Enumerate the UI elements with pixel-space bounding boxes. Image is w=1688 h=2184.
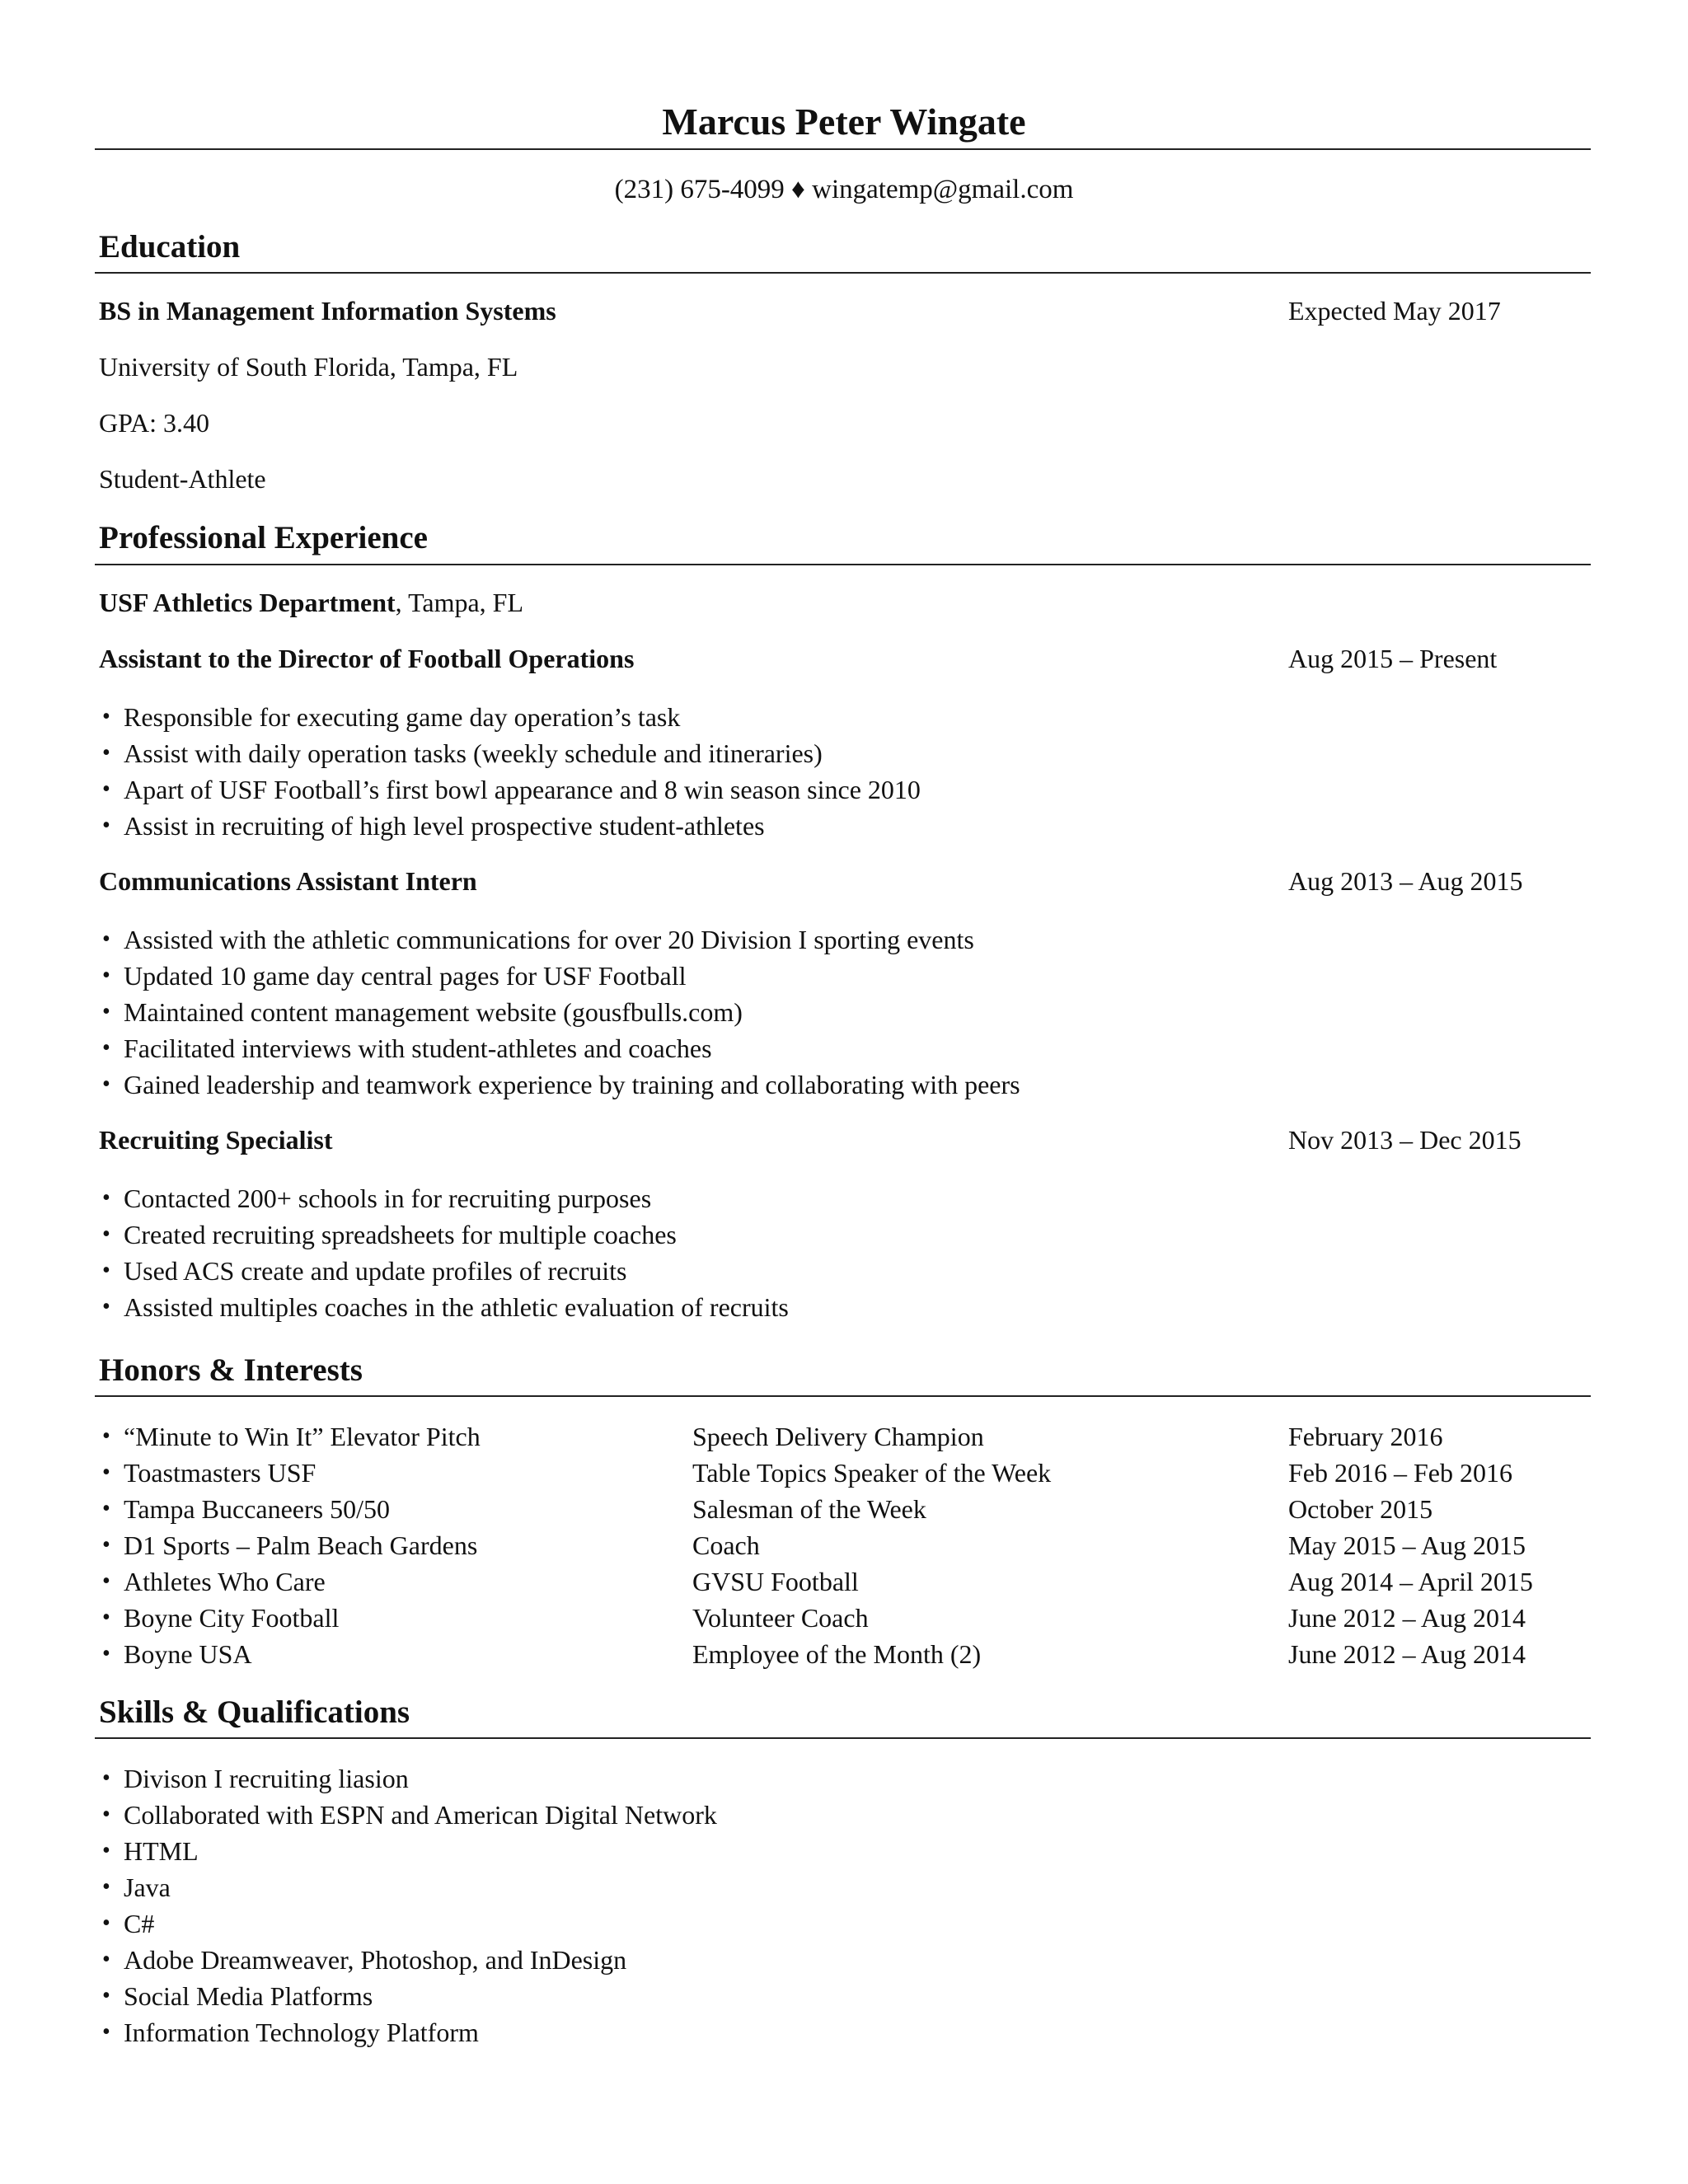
list-item: Maintained content management website (gousfbulls.com): [124, 997, 743, 1027]
skills-divider: [95, 1737, 1591, 1739]
bullet-icon: •: [102, 1874, 110, 1900]
bullet-icon: •: [102, 740, 110, 766]
list-item: Assisted multiples coaches in the athletic evaluation of recruits: [124, 1292, 789, 1322]
skills-heading: Skills & Qualifications: [99, 1694, 410, 1730]
bullet-icon: •: [102, 1910, 110, 1936]
experience-heading: Professional Experience: [99, 520, 428, 555]
list-item: Assisted with the athletic communications for over 20 Division I sporting events: [124, 925, 974, 954]
honor-date: February 2016: [1288, 1422, 1443, 1451]
bullet-icon: •: [102, 2019, 110, 2045]
bullet-icon: •: [102, 704, 110, 729]
honor-organization: D1 Sports – Palm Beach Gardens: [124, 1530, 478, 1560]
honor-date: October 2015: [1288, 1494, 1433, 1524]
list-item: Created recruiting spreadsheets for multiple coaches: [124, 1220, 677, 1249]
experience-organization: [99, 586, 523, 619]
honor-organization: Tampa Buccaneers 50/50: [124, 1494, 390, 1524]
bullet-icon: •: [102, 1071, 110, 1097]
list-item: Java: [124, 1872, 171, 1902]
honor-organization: Athletes Who Care: [124, 1567, 326, 1596]
bullet-icon: •: [102, 1258, 110, 1283]
bullet-icon: •: [102, 1221, 110, 1247]
bullet-icon: •: [102, 1532, 110, 1558]
list-item: HTML: [124, 1836, 199, 1866]
honor-role: Salesman of the Week: [692, 1494, 926, 1524]
job-title: Communications Assistant Intern: [99, 866, 477, 896]
honors-heading: Honors & Interests: [99, 1352, 363, 1388]
honor-organization: Boyne USA: [124, 1639, 252, 1669]
list-item: Divison I recruiting liasion: [124, 1764, 409, 1793]
job-date: Aug 2013 – Aug 2015: [1288, 866, 1523, 896]
bullet-icon: •: [102, 963, 110, 988]
bullet-icon: •: [102, 1605, 110, 1630]
job-date: Aug 2015 – Present: [1288, 644, 1498, 673]
bullet-icon: •: [102, 1460, 110, 1485]
education-school: University of South Florida, Tampa, FL: [99, 352, 518, 382]
education-degree: BS in Management Information Systems: [99, 296, 556, 326]
bullet-icon: •: [102, 1568, 110, 1594]
bullet-icon: •: [102, 1294, 110, 1319]
bullet-icon: •: [102, 999, 110, 1024]
bullet-icon: •: [102, 1641, 110, 1666]
organization-name: USF Athletics Department: [99, 588, 396, 617]
bullet-icon: •: [102, 1496, 110, 1521]
list-item: Apart of USF Football’s first bowl appearance and 8 win season since 2010: [124, 775, 921, 804]
list-item: Social Media Platforms: [124, 1981, 373, 2011]
education-note: Student-Athlete: [99, 464, 266, 494]
list-item: C#: [124, 1909, 155, 1938]
list-item: Assist in recruiting of high level prospective student-athletes: [124, 811, 765, 841]
list-item: Gained leadership and teamwork experience by training and collaborating with peers: [124, 1070, 1020, 1099]
honor-organization: Toastmasters USF: [124, 1458, 316, 1488]
list-item: Information Technology Platform: [124, 2018, 479, 2047]
bullet-icon: •: [102, 1035, 110, 1061]
bullet-icon: •: [102, 1765, 110, 1791]
honor-role: Volunteer Coach: [692, 1603, 869, 1633]
bullet-icon: •: [102, 1185, 110, 1211]
list-item: Facilitated interviews with student-athletes and coaches: [124, 1033, 712, 1063]
honor-role: Coach: [692, 1530, 760, 1560]
honor-date: June 2012 – Aug 2014: [1288, 1639, 1526, 1669]
list-item: Adobe Dreamweaver, Photoshop, and InDesign: [124, 1945, 627, 1975]
honor-date: June 2012 – Aug 2014: [1288, 1603, 1526, 1633]
list-item: Contacted 200+ schools in for recruiting purposes: [124, 1183, 652, 1213]
honor-organization: “Minute to Win It” Elevator Pitch: [124, 1422, 481, 1451]
honor-role: GVSU Football: [692, 1567, 859, 1596]
honor-date: Aug 2014 – April 2015: [1288, 1567, 1533, 1596]
education-heading: Education: [99, 229, 241, 265]
list-item: Used ACS create and update profiles of recruits: [124, 1256, 627, 1286]
experience-divider: [95, 564, 1591, 565]
job-date: Nov 2013 – Dec 2015: [1288, 1125, 1522, 1155]
honor-date: Feb 2016 – Feb 2016: [1288, 1458, 1512, 1488]
list-item: Assist with daily operation tasks (weekly schedule and itineraries): [124, 738, 823, 768]
list-item: Responsible for executing game day operation’s task: [124, 702, 681, 732]
header-divider: [95, 148, 1591, 150]
bullet-icon: •: [102, 1423, 110, 1449]
resume-name: Marcus Peter Wingate: [662, 101, 1026, 143]
bullet-icon: •: [102, 1802, 110, 1827]
education-date: Expected May 2017: [1288, 296, 1501, 326]
honors-divider: [95, 1395, 1591, 1397]
education-gpa: GPA: 3.40: [99, 408, 209, 438]
bullet-icon: •: [102, 1983, 110, 2008]
contact-line: (231) 675-4099 ♦ wingatemp@gmail.com: [614, 175, 1074, 204]
job-title: Recruiting Specialist: [99, 1125, 333, 1155]
honor-role: Employee of the Month (2): [692, 1639, 982, 1669]
bullet-icon: •: [102, 1947, 110, 1972]
bullet-icon: •: [102, 1838, 110, 1863]
organization-location: , Tampa, FL: [395, 588, 524, 617]
honor-role: Table Topics Speaker of the Week: [692, 1458, 1052, 1488]
honor-date: May 2015 – Aug 2015: [1288, 1530, 1526, 1560]
list-item: Collaborated with ESPN and American Digital Network: [124, 1800, 717, 1830]
bullet-icon: •: [102, 926, 110, 952]
bullet-icon: •: [102, 776, 110, 802]
education-divider: [95, 272, 1591, 274]
honor-role: Speech Delivery Champion: [692, 1422, 984, 1451]
job-title: Assistant to the Director of Football Operations: [99, 644, 635, 673]
bullet-icon: •: [102, 813, 110, 838]
honor-organization: Boyne City Football: [124, 1603, 340, 1633]
list-item: Updated 10 game day central pages for USF Football: [124, 961, 687, 991]
